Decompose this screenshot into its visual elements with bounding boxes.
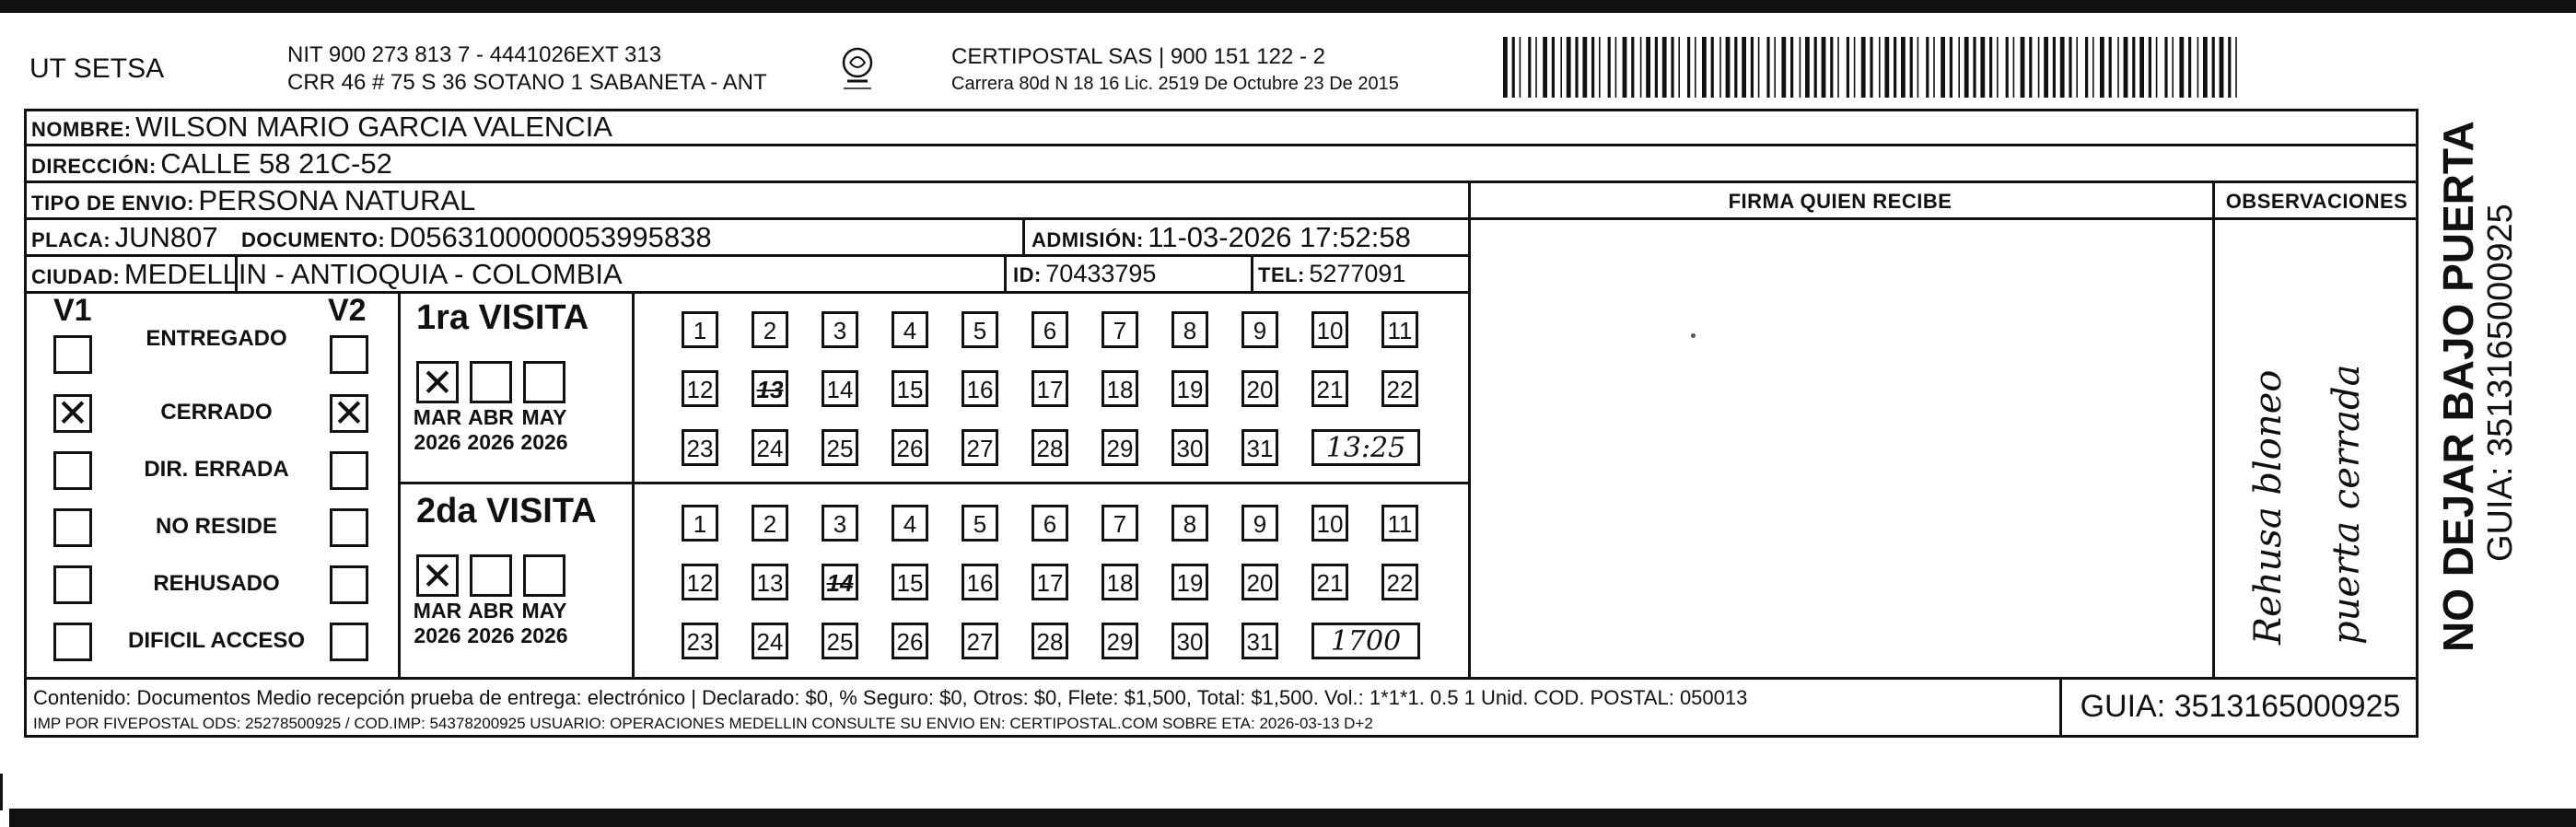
status-label: ENTREGADO — [146, 326, 287, 351]
contenido-line: Contenido: Documentos Medio recepción prueba de entrega: electrónico | Declarado: $0, % Seguro: $0, Otros: $0, Flete: $1,500, Total: $1,500. Vol.: 1*1*1. 0.5 1 Unid. COD. POSTAL: 050013 — [33, 686, 1748, 709]
day-box[interactable]: 14 — [822, 370, 858, 407]
day-box[interactable]: 2 — [752, 311, 788, 348]
tipo-label: TIPO DE ENVIO: — [31, 192, 194, 215]
barcode-bar — [2060, 37, 2065, 98]
v1-checkbox[interactable] — [53, 390, 92, 436]
day-box[interactable]: 19 — [1171, 370, 1208, 407]
barcode-bar — [1805, 37, 1810, 98]
firma-label: FIRMA QUIEN RECIBE — [1728, 190, 1952, 213]
day-box[interactable]: 12 — [682, 564, 718, 600]
barcode-bar — [2220, 37, 2224, 98]
month-checkbox[interactable] — [523, 361, 565, 403]
time-written: 13:25 — [1311, 429, 1420, 466]
visit-title: 2da VISITA — [416, 492, 597, 530]
month-year: 2026 — [467, 430, 515, 454]
day-box[interactable]: 8 — [1171, 311, 1208, 348]
month-year: 2026 — [414, 430, 461, 454]
day-box[interactable]: 16 — [962, 564, 998, 600]
barcode-bar — [1591, 37, 1594, 98]
observaciones-label: OBSERVACIONES — [2225, 190, 2408, 213]
month-name: ABR — [468, 405, 514, 429]
checkbox-mark-icon: ✕ — [421, 360, 454, 405]
day-box[interactable]: 18 — [1102, 370, 1138, 407]
checkbox-mark-icon: ✕ — [421, 553, 454, 599]
cell-divider — [1004, 254, 1007, 291]
day-box[interactable]: 19 — [1171, 564, 1208, 600]
barcode-bar — [1575, 37, 1578, 98]
barcode-bar — [1535, 37, 1537, 98]
barcode-bar — [1980, 37, 1985, 98]
v1-checkbox[interactable] — [53, 565, 92, 604]
barcode-bar — [1800, 37, 1801, 98]
barcode-bar — [1615, 37, 1617, 98]
barcode — [1503, 37, 2240, 98]
barcode-bar — [1552, 37, 1555, 98]
barcode-bar — [1726, 37, 1731, 98]
barcode-bar — [1989, 37, 1992, 98]
status-label: CERRADO — [160, 400, 273, 425]
day-box[interactable]: 10 — [1311, 505, 1348, 542]
barcode-bar — [2228, 37, 2231, 98]
day-box[interactable]: 30 — [1171, 623, 1208, 659]
barcode-bar — [1582, 37, 1587, 98]
barcode-bar — [1528, 37, 1531, 98]
day-box[interactable]: 28 — [1032, 623, 1068, 659]
month-checkbox[interactable] — [523, 554, 565, 597]
nombre-value: WILSON MARIO GARCIA VALENCIA — [135, 111, 612, 143]
day-box[interactable]: 21 — [1311, 370, 1348, 407]
day-box[interactable]: 18 — [1102, 564, 1138, 600]
barcode-bar — [2156, 37, 2158, 98]
barcode-bar — [1884, 37, 1889, 98]
status-divider — [398, 291, 401, 677]
barcode-bar — [2139, 37, 2144, 98]
barcode-bar — [1910, 37, 1913, 98]
id-label: ID: — [1013, 263, 1042, 286]
barcode-bar — [1751, 37, 1754, 98]
day-box[interactable]: 22 — [1381, 564, 1418, 600]
barcode-bar — [1997, 37, 1999, 98]
barcode-bar — [2197, 37, 2199, 98]
side-guia-label: GUIA: 3513165000925 — [2481, 204, 2520, 562]
barcode-bar — [2029, 37, 2032, 98]
v1-checkbox[interactable] — [53, 335, 92, 374]
placa-label: PLACA: — [31, 228, 111, 251]
barcode-bar — [1646, 37, 1650, 98]
barcode-bar — [1655, 37, 1658, 98]
barcode-bar — [1837, 37, 1839, 98]
nit-line: NIT 900 273 813 7 - 4441026EXT 313 — [287, 42, 662, 67]
barcode-bar — [1671, 37, 1673, 98]
month-checkbox[interactable] — [416, 361, 459, 403]
v1-checkbox[interactable] — [53, 508, 92, 547]
barcode-bar — [1814, 37, 1817, 98]
direccion-row — [31, 147, 392, 181]
id-cell — [1013, 260, 1156, 288]
month-year: 2026 — [467, 623, 515, 647]
month-checkbox[interactable] — [416, 554, 459, 597]
day-box[interactable]: 27 — [962, 623, 998, 659]
day-box[interactable]: 8 — [1171, 505, 1208, 542]
certipostal-logo — [834, 44, 880, 99]
day-box[interactable]: 17 — [1032, 564, 1068, 600]
visit-title: 1ra VISITA — [416, 298, 589, 337]
barcode-bar — [1933, 37, 1935, 98]
barcode-bar — [1822, 37, 1826, 98]
admision-cell — [1032, 221, 1411, 254]
day-box[interactable]: 20 — [1241, 564, 1278, 600]
imp-line: IMP POR FIVEPOSTAL ODS: 25278500925 / COD.IMP: 54378200925 USUARIO: OPERACIONES MEDELLIN CONSULTE SU ENVIO EN: CERTIPOSTAL.COM SOBRE ETA: 2026-03-13 D+2 — [33, 715, 1373, 732]
edge-mark — [0, 774, 17, 810]
placa-value: JUN807 — [114, 221, 218, 253]
placa-cell — [31, 221, 218, 254]
barcode-bar — [1560, 37, 1562, 98]
tel-value: 5277091 — [1309, 260, 1406, 287]
barcode-bar — [2212, 37, 2215, 98]
v2-label: V2 — [328, 293, 367, 328]
barcode-bar — [2085, 37, 2088, 98]
barcode-bar — [1950, 37, 1952, 98]
status-label: DIFICIL ACCESO — [127, 628, 305, 653]
barcode-bar — [2092, 37, 2094, 98]
day-box[interactable]: 7 — [1102, 505, 1138, 542]
barcode-bar — [2076, 37, 2078, 98]
documento-cell — [241, 221, 712, 254]
observaciones-divider — [2212, 181, 2215, 678]
day-box[interactable]: 22 — [1381, 370, 1418, 407]
ciudad-value: MEDELLIN - ANTIOQUIA - COLOMBIA — [123, 258, 623, 290]
barcode-bar — [2109, 37, 2112, 98]
company-address: CRR 46 # 75 S 36 SOTANO 1 SABANETA - ANT — [287, 70, 767, 95]
row-divider — [24, 144, 2419, 146]
day-box[interactable]: 25 — [822, 429, 858, 466]
status-label: DIR. ERRADA — [144, 457, 289, 482]
barcode-bar — [1790, 37, 1793, 98]
day-box[interactable]: 10 — [1311, 311, 1348, 348]
day-box[interactable]: 26 — [892, 429, 928, 466]
certipostal-line: CERTIPOSTAL SAS | 900 151 122 - 2 — [951, 44, 1325, 69]
v1-checkbox[interactable] — [53, 623, 92, 661]
day-box[interactable]: 26 — [892, 623, 928, 659]
day-box[interactable]: 5 — [962, 505, 998, 542]
barcode-bar — [2069, 37, 2071, 98]
barcode-bar — [1861, 37, 1866, 98]
ciudad-label: CIUDAD: — [31, 265, 121, 288]
barcode-bar — [2006, 37, 2009, 98]
day-box[interactable]: 17 — [1032, 370, 1068, 407]
tel-cell — [1258, 260, 1405, 288]
month-year: 2026 — [520, 623, 568, 647]
barcode-bar — [2188, 37, 2191, 98]
day-box[interactable]: 31 — [1241, 429, 1278, 466]
barcode-bar — [1766, 37, 1769, 98]
day-box[interactable]: 3 — [822, 311, 858, 348]
barcode-bar — [2132, 37, 2135, 98]
signature-dot — [1691, 333, 1696, 338]
barcode-bar — [2235, 37, 2237, 98]
month-name: MAY — [521, 599, 567, 623]
day-box[interactable]: 23 — [682, 429, 718, 466]
status-label: REHUSADO — [153, 571, 280, 596]
barcode-bar — [1640, 37, 1642, 98]
checkbox-mark-icon: ✕ — [332, 390, 366, 436]
day-box[interactable]: 15 — [892, 564, 928, 600]
day-box[interactable]: 25 — [822, 623, 858, 659]
guia-box: GUIA: 3513165000925 — [2080, 689, 2401, 724]
ciudad-cell — [31, 258, 623, 291]
barcode-bar — [2117, 37, 2119, 98]
barcode-bar — [2149, 37, 2151, 98]
handwritten-note-2: puerta cerrada — [2325, 364, 2368, 645]
month-year: 2026 — [520, 430, 568, 454]
day-box[interactable]: 4 — [892, 505, 928, 542]
barcode-bar — [2100, 37, 2104, 98]
day-box[interactable]: 9 — [1241, 505, 1278, 542]
tel-label: TEL: — [1258, 263, 1305, 286]
barcode-bar — [1964, 37, 1969, 98]
barcode-bar — [1870, 37, 1872, 98]
observaciones-handwriting — [2229, 230, 2404, 672]
barcode-bar — [1695, 37, 1696, 98]
day-box[interactable]: 20 — [1241, 370, 1278, 407]
status-label: NO RESIDE — [155, 514, 278, 539]
barcode-bar — [1941, 37, 1945, 98]
barcode-bar — [1879, 37, 1881, 98]
day-box[interactable]: 14 — [822, 564, 858, 600]
barcode-bar — [1662, 37, 1667, 98]
cell-divider — [1251, 254, 1253, 291]
barcode-bar — [1830, 37, 1833, 98]
day-box[interactable]: 7 — [1102, 311, 1138, 348]
month-year: 2026 — [414, 623, 461, 647]
direccion-value: CALLE 58 21C-52 — [160, 147, 392, 180]
barcode-bar — [1608, 37, 1611, 98]
barcode-bar — [1711, 37, 1714, 98]
day-box[interactable]: 6 — [1032, 311, 1068, 348]
day-box[interactable]: 13 — [752, 564, 788, 600]
day-box[interactable]: 3 — [822, 505, 858, 542]
barcode-bar — [1734, 37, 1737, 98]
day-box[interactable]: 28 — [1032, 429, 1068, 466]
barcode-bar — [2179, 37, 2184, 98]
direccion-label: DIRECCIÓN: — [31, 155, 157, 178]
month-name: MAR — [413, 405, 462, 429]
tipo-row — [31, 184, 475, 217]
v1-checkbox[interactable] — [53, 451, 92, 490]
documento-value: D0563100000053995838 — [389, 221, 712, 253]
day-box[interactable]: 21 — [1311, 564, 1348, 600]
documento-label: DOCUMENTO: — [241, 228, 386, 251]
month-divider — [632, 291, 635, 677]
barcode-bar — [2172, 37, 2174, 98]
company-name: UT SETSA — [29, 53, 165, 84]
day-box[interactable]: 23 — [682, 623, 718, 659]
barcode-bar — [1599, 37, 1601, 98]
barcode-bar — [1678, 37, 1680, 98]
day-box[interactable]: 31 — [1241, 623, 1278, 659]
admision-label: ADMISIÓN: — [1032, 228, 1144, 251]
nombre-row — [31, 111, 612, 144]
top-border-bar — [0, 0, 2576, 13]
v1-label: V1 — [53, 293, 92, 328]
barcode-bar — [2164, 37, 2167, 98]
barcode-bar — [1958, 37, 1960, 98]
barcode-bar — [2044, 37, 2048, 98]
barcode-bar — [1543, 37, 1547, 98]
barcode-bar — [2124, 37, 2128, 98]
barcode-bar — [1774, 37, 1776, 98]
handwritten-note-1: Rehusa bloneo — [2247, 369, 2290, 645]
month-checkbox[interactable] — [470, 361, 512, 403]
day-box[interactable]: 24 — [752, 623, 788, 659]
day-box[interactable]: 27 — [962, 429, 998, 466]
id-value: 70433795 — [1045, 260, 1157, 287]
day-box[interactable]: 24 — [752, 429, 788, 466]
day-box[interactable]: 29 — [1102, 623, 1138, 659]
visit-divider — [398, 482, 1468, 484]
barcode-bar — [1901, 37, 1906, 98]
barcode-bar — [1894, 37, 1896, 98]
firma-header-line — [1468, 217, 2419, 220]
cell-divider — [1022, 217, 1025, 254]
month-name: MAR — [413, 599, 462, 623]
day-box[interactable]: 29 — [1102, 429, 1138, 466]
day-box[interactable]: 15 — [892, 370, 928, 407]
barcode-bar — [1742, 37, 1746, 98]
firma-divider — [1468, 181, 1471, 678]
row-divider — [24, 181, 2419, 183]
barcode-bar — [1623, 37, 1627, 98]
barcode-bar — [1973, 37, 1976, 98]
barcode-bar — [2013, 37, 2015, 98]
day-box[interactable]: 11 — [1381, 311, 1418, 348]
barcode-bar — [1567, 37, 1571, 98]
day-box[interactable]: 12 — [682, 370, 718, 407]
barcode-bar — [1503, 37, 1508, 98]
barcode-bar — [2038, 37, 2040, 98]
day-box[interactable]: 13 — [752, 370, 788, 407]
barcode-bar — [2053, 37, 2056, 98]
month-label — [512, 405, 577, 455]
barcode-bar — [1512, 37, 1515, 98]
month-checkbox[interactable] — [470, 554, 512, 597]
license-line: Carrera 80d N 18 16 Lic. 2519 De Octubre 23 De 2015 — [951, 74, 1399, 94]
month-name: ABR — [468, 599, 514, 623]
barcode-bar — [1520, 37, 1521, 98]
day-box[interactable]: 9 — [1241, 311, 1278, 348]
day-box[interactable]: 2 — [752, 505, 788, 542]
month-name: MAY — [521, 405, 567, 429]
row-divider — [24, 291, 1468, 294]
barcode-bar — [1702, 37, 1707, 98]
checkbox-mark-icon: ✕ — [56, 390, 89, 436]
day-box[interactable]: 4 — [892, 311, 928, 348]
barcode-bar — [2021, 37, 2025, 98]
day-box[interactable]: 1 — [682, 505, 718, 542]
barcode-bar — [2203, 37, 2208, 98]
barcode-bar — [1917, 37, 1919, 98]
day-box[interactable]: 16 — [962, 370, 998, 407]
barcode-bar — [1719, 37, 1721, 98]
day-box[interactable]: 5 — [962, 311, 998, 348]
barcode-bar — [1847, 37, 1849, 98]
tipo-value: PERSONA NATURAL — [198, 184, 476, 216]
nombre-label: NOMBRE: — [31, 118, 132, 141]
barcode-bar — [1687, 37, 1690, 98]
admision-value: 11-03-2026 17:52:58 — [1148, 221, 1411, 253]
day-box[interactable]: 6 — [1032, 505, 1068, 542]
month-label — [512, 599, 577, 648]
no-dejar-label: NO DEJAR BAJO PUERTA — [2434, 121, 2482, 652]
bottom-border-bar — [9, 809, 2576, 827]
barcode-bar — [1926, 37, 1929, 98]
barcode-bar — [1781, 37, 1786, 98]
day-box[interactable]: 1 — [682, 311, 718, 348]
barcode-bar — [1631, 37, 1634, 98]
day-box[interactable]: 30 — [1171, 429, 1208, 466]
day-box[interactable]: 11 — [1381, 505, 1418, 542]
barcode-bar — [1758, 37, 1760, 98]
barcode-bar — [1854, 37, 1856, 98]
time-written: 1700 — [1311, 623, 1420, 659]
